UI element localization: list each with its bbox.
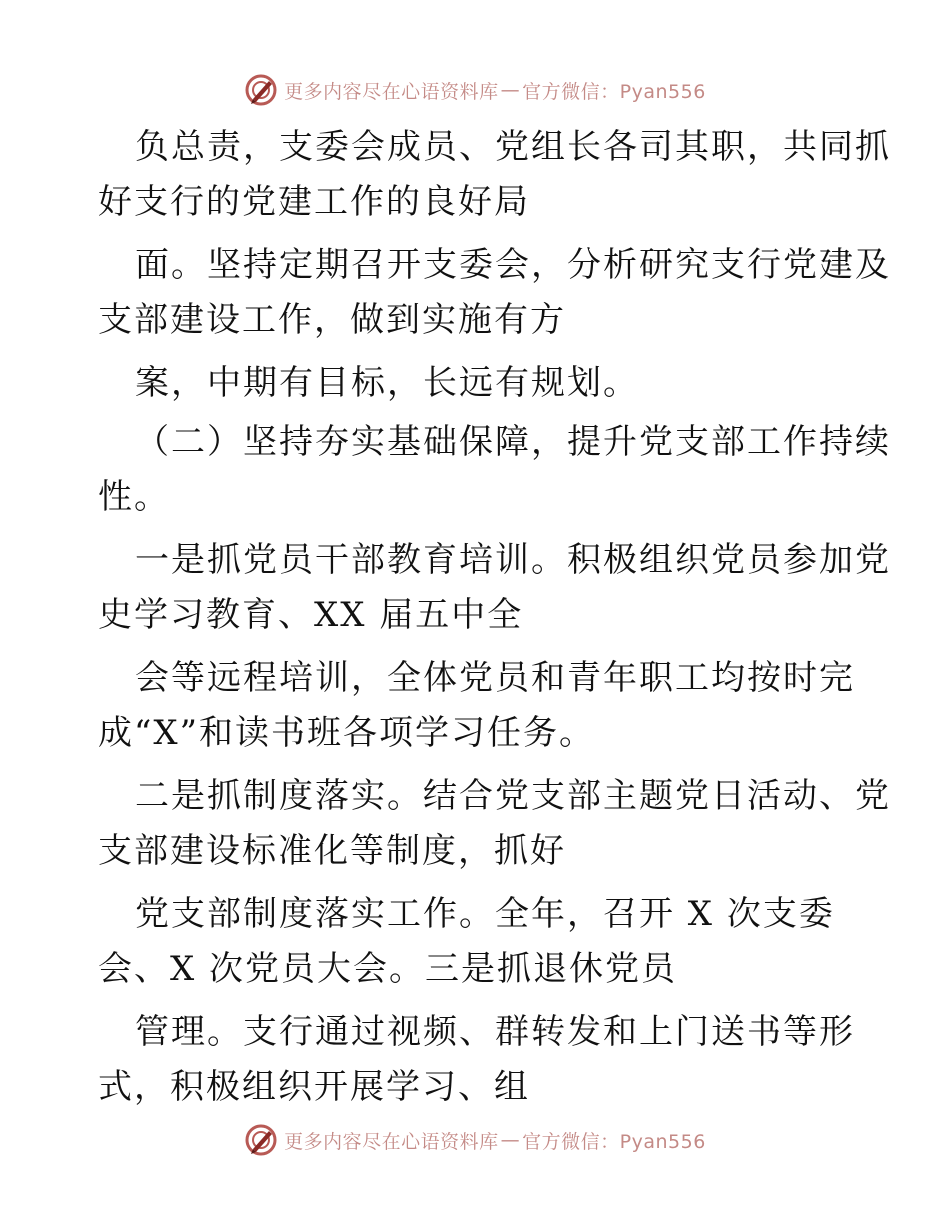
text-line: 一是抓党员干部教育培训。积极组织党员参加党	[135, 540, 891, 580]
text-line: 管理。支行通过视频、群转发和上门送书等形	[135, 1012, 855, 1052]
text-line: 面。坚持定期召开支委会，分析研究支行党建及	[135, 245, 891, 285]
watermark-separator: —	[500, 1129, 521, 1151]
watermark-text: 更多内容尽在心语资料库	[284, 80, 499, 103]
watermark-text: 更多内容尽在心语资料库	[284, 1130, 499, 1153]
watermark-contact: 官方微信：Pyan556	[522, 80, 706, 103]
pen-logo-icon	[244, 1123, 278, 1157]
text-line: （二）坚持夯实基础保障，提升党支部工作持续	[135, 422, 891, 462]
pen-logo-icon	[244, 73, 278, 107]
text-line: 好支行的党建工作的良好局	[98, 182, 530, 222]
text-line: 会等远程培训，全体党员和青年职工均按时完	[135, 658, 855, 698]
text-line: 式，积极组织开展学习、组	[98, 1067, 530, 1107]
text-line: 成“X”和读书班各项学习任务。	[98, 713, 595, 753]
text-line: 史学习教育、XX 届五中全	[98, 595, 524, 635]
watermark-separator: —	[500, 79, 521, 101]
text-line: 负总责，支委会成员、党组长各司其职，共同抓	[135, 127, 891, 167]
text-line: 性。	[98, 477, 170, 517]
header-watermark	[0, 72, 950, 108]
watermark-contact: 官方微信：Pyan556	[522, 1130, 706, 1153]
text-line: 二是抓制度落实。结合党支部主题党日活动、党	[135, 776, 891, 816]
text-line: 支部建设工作，做到实施有方	[98, 300, 566, 340]
footer-watermark	[0, 1122, 950, 1158]
text-line: 支部建设标准化等制度，抓好	[98, 831, 566, 871]
text-line: 会、X 次党员大会。三是抓退休党员	[98, 949, 678, 989]
text-line: 党支部制度落实工作。全年，召开 X 次支委	[135, 894, 835, 934]
text-line: 案，中期有目标，长远有规划。	[135, 363, 639, 403]
